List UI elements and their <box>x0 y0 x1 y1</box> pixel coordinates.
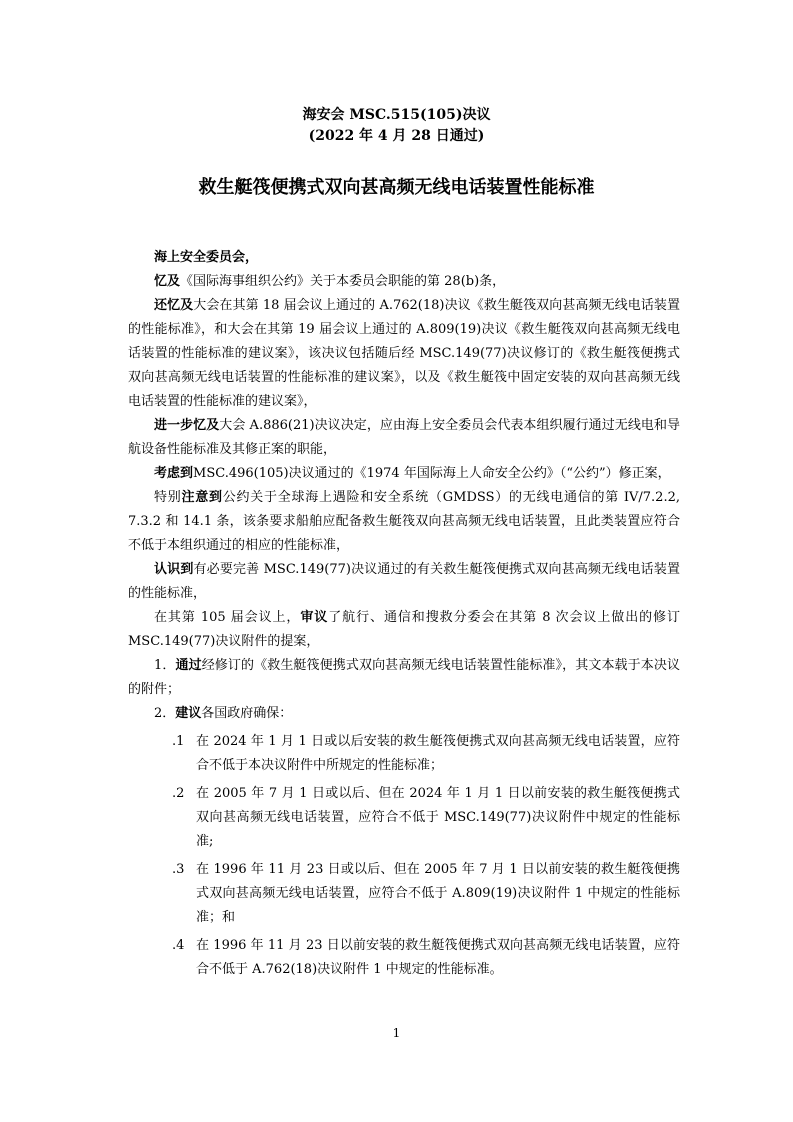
paragraph-recalling-also: 还忆及大会在其第 18 届会议上通过的 A.762(18)决议《救生艇筏双向甚高频无线电话装置的性能标准》，和大会在其第 19 届会议上通过的 A.809(19)决议《救生艇筏双向甚高频无线电话装置的性能标准的建议案》，该决议包括随后经 MSC.149(77)决议修订的《救生艇筏便携式双向甚高频无线电话装置的性能标准的建议案》，以及《救生艇筏中固定安装的双向甚高频无线电话装置的性能标准的建议案》， <box>128 298 680 409</box>
list-item: .2 在 2005 年 7 月 1 日或以后、但在 2024 年 1 月 1 日以前安装的救生艇筏便携式双向甚高频无线电话装置，应符合不低于 MSC.149(77)决议附件中规定的性能标准; <box>172 786 680 849</box>
document-title: 救生艇筏便携式双向甚高频无线电话装置性能标准 <box>198 177 595 198</box>
list-item: .4 在 1996 年 11 月 23 日以前安装的救生艇筏便携式双向甚高频无线电话装置，应符合不低于 A.762(18)决议附件 1 中规定的性能标准。 <box>172 938 680 977</box>
paragraph-having-considered: 在其第 105 届会议上，审议了航行、通信和搜救分委会在其第 8 次会议上做出的修订 MSC.149(77)决议附件的提案， <box>128 610 680 649</box>
adoption-date: (2022 年 4 月 28 日通过) <box>308 128 485 144</box>
list-item: .1 在 2024 年 1 月 1 日或以后安装的救生艇筏便携式双向甚高频无线电话装置，应符合不低于本决议附件中所规定的性能标准； <box>172 734 680 773</box>
paragraph-committee: 海上安全委员会， <box>154 250 259 265</box>
list-item: .3 在 1996 年 11 月 23 日或以后、但在 2005 年 7 月 1 日以前安装的救生艇筏便携式双向甚高频无线电话装置，应符合不低于 A.809(19)决议附件 1 中规定的性能标准；和 <box>172 862 680 925</box>
resolution-number: 海安会 MSC.515(105)决议 <box>302 107 491 123</box>
paragraph-noting: 特别注意到公约关于全球海上遇险和安全系统（GMDSS）的无线电通信的第 IV/7.2.2, 7.3.2 和 14.1 条，该条要求船舶应配备救生艇筏双向甚高频无线电话装置，且此类装置应符合不低于本组织通过的相应的性能标准， <box>128 490 680 553</box>
paragraph-recognizing: 认识到有必要完善 MSC.149(77)决议通过的有关救生艇筏便携式双向甚高频无线电话装置的性能标准， <box>128 562 680 601</box>
paragraph-considering: 考虑到MSC.496(105)决议通过的《1974 年国际海上人命安全公约》（“公约”）修正案， <box>154 466 671 481</box>
paragraph-recalling-further: 进一步忆及大会 A.886(21)决议决定，应由海上安全委员会代表本组织履行通过无线电和导航设备性能标准及其修正案的职能， <box>128 418 680 457</box>
operative-paragraph-2: 2．建议各国政府确保： <box>154 706 293 721</box>
resolution-body <box>128 246 680 982</box>
paragraph-recalling: 忆及《国际海事组织公约》关于本委员会职能的第 28(b)条， <box>154 274 506 289</box>
operative-paragraph-1: 1．通过经修订的《救生艇筏便携式双向甚高频无线电话装置性能标准》，其文本载于本决议的附件； <box>128 658 680 697</box>
page-number: 1 <box>392 1026 401 1040</box>
